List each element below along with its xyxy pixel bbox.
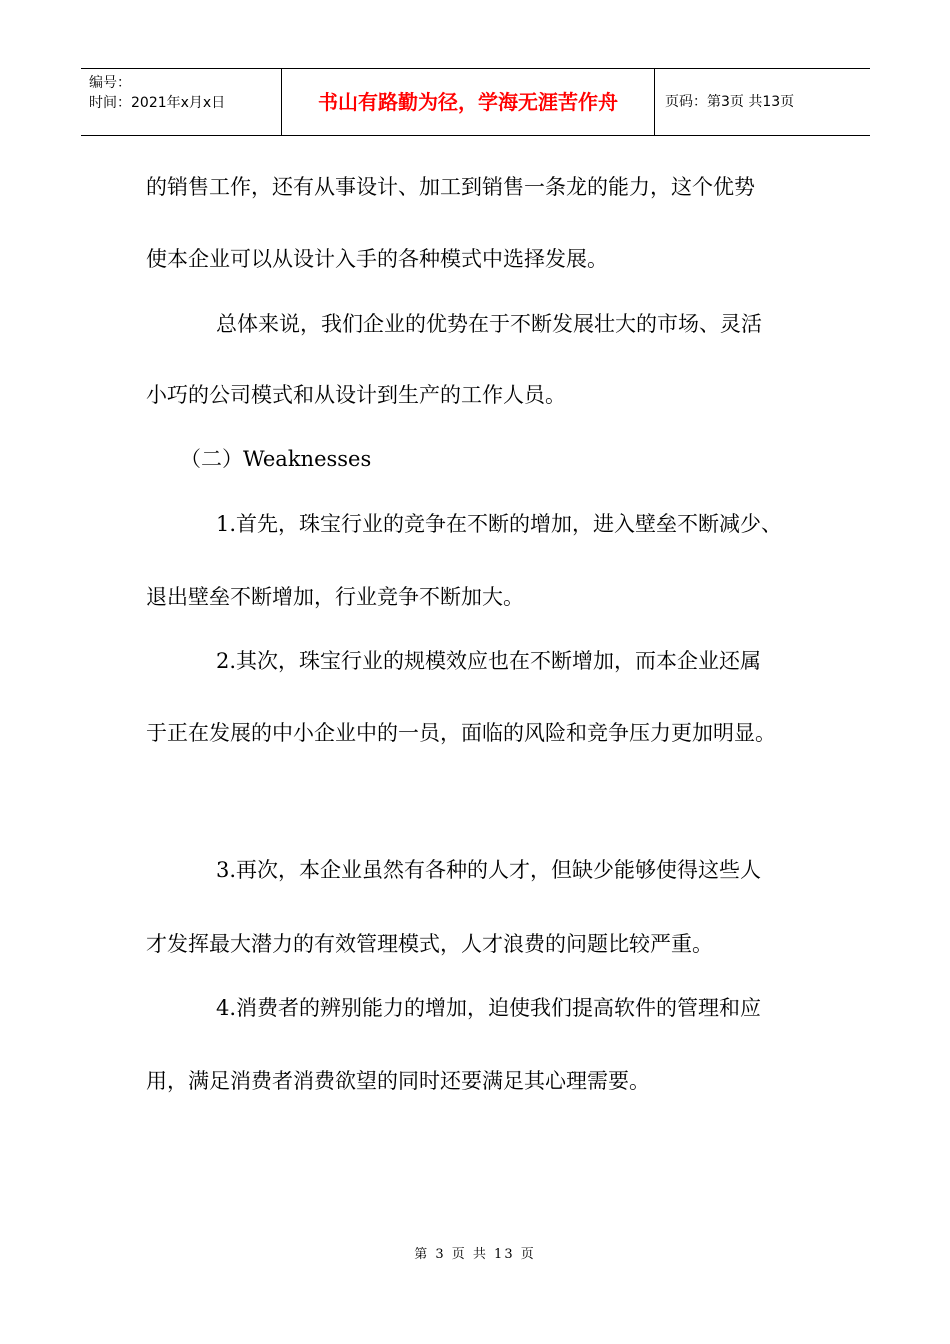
page-header xyxy=(81,68,870,136)
document-number-label: 编号： xyxy=(89,75,131,91)
body-line: 退出壁垒不断增加，行业竞争不断加大。 xyxy=(146,585,524,609)
document-date-label: 时间：2021年x月x日 xyxy=(89,95,226,111)
header-page-number: 页码：第3页 共13页 xyxy=(665,94,795,110)
body-line: 4.消费者的辨别能力的增加，迫使我们提高软件的管理和应 xyxy=(216,996,762,1020)
header-meta xyxy=(81,69,281,135)
page-footer: 第 3 页 共 13 页 xyxy=(414,1247,536,1262)
body-line: 用，满足消费者消费欲望的同时还要满足其心理需要。 xyxy=(146,1069,650,1093)
body-line: 的销售工作，还有从事设计、加工到销售一条龙的能力，这个优势 xyxy=(146,175,755,199)
body-line: 3.再次，本企业虽然有各种的人才，但缺少能够使得这些人 xyxy=(216,858,762,882)
body-line: 于正在发展的中小企业中的一员，面临的风险和竞争压力更加明显。 xyxy=(146,721,776,745)
body-line: 2.其次，珠宝行业的规模效应也在不断增加，而本企业还属 xyxy=(216,649,762,673)
body-line: 总体来说，我们企业的优势在于不断发展壮大的市场、灵活 xyxy=(216,312,762,336)
header-motto: 书山有路勤为径，学海无涯苦作舟 xyxy=(281,69,655,135)
body-line: 小巧的公司模式和从设计到生产的工作人员。 xyxy=(146,383,566,407)
section-heading-weaknesses: （二）Weaknesses xyxy=(180,447,372,471)
body-line: 1.首先，珠宝行业的竞争在不断的增加，进入壁垒不断减少、 xyxy=(216,512,783,536)
body-line: 才发挥最大潜力的有效管理模式，人才浪费的问题比较严重。 xyxy=(146,932,713,956)
body-line: 使本企业可以从设计入手的各种模式中选择发展。 xyxy=(146,247,608,271)
